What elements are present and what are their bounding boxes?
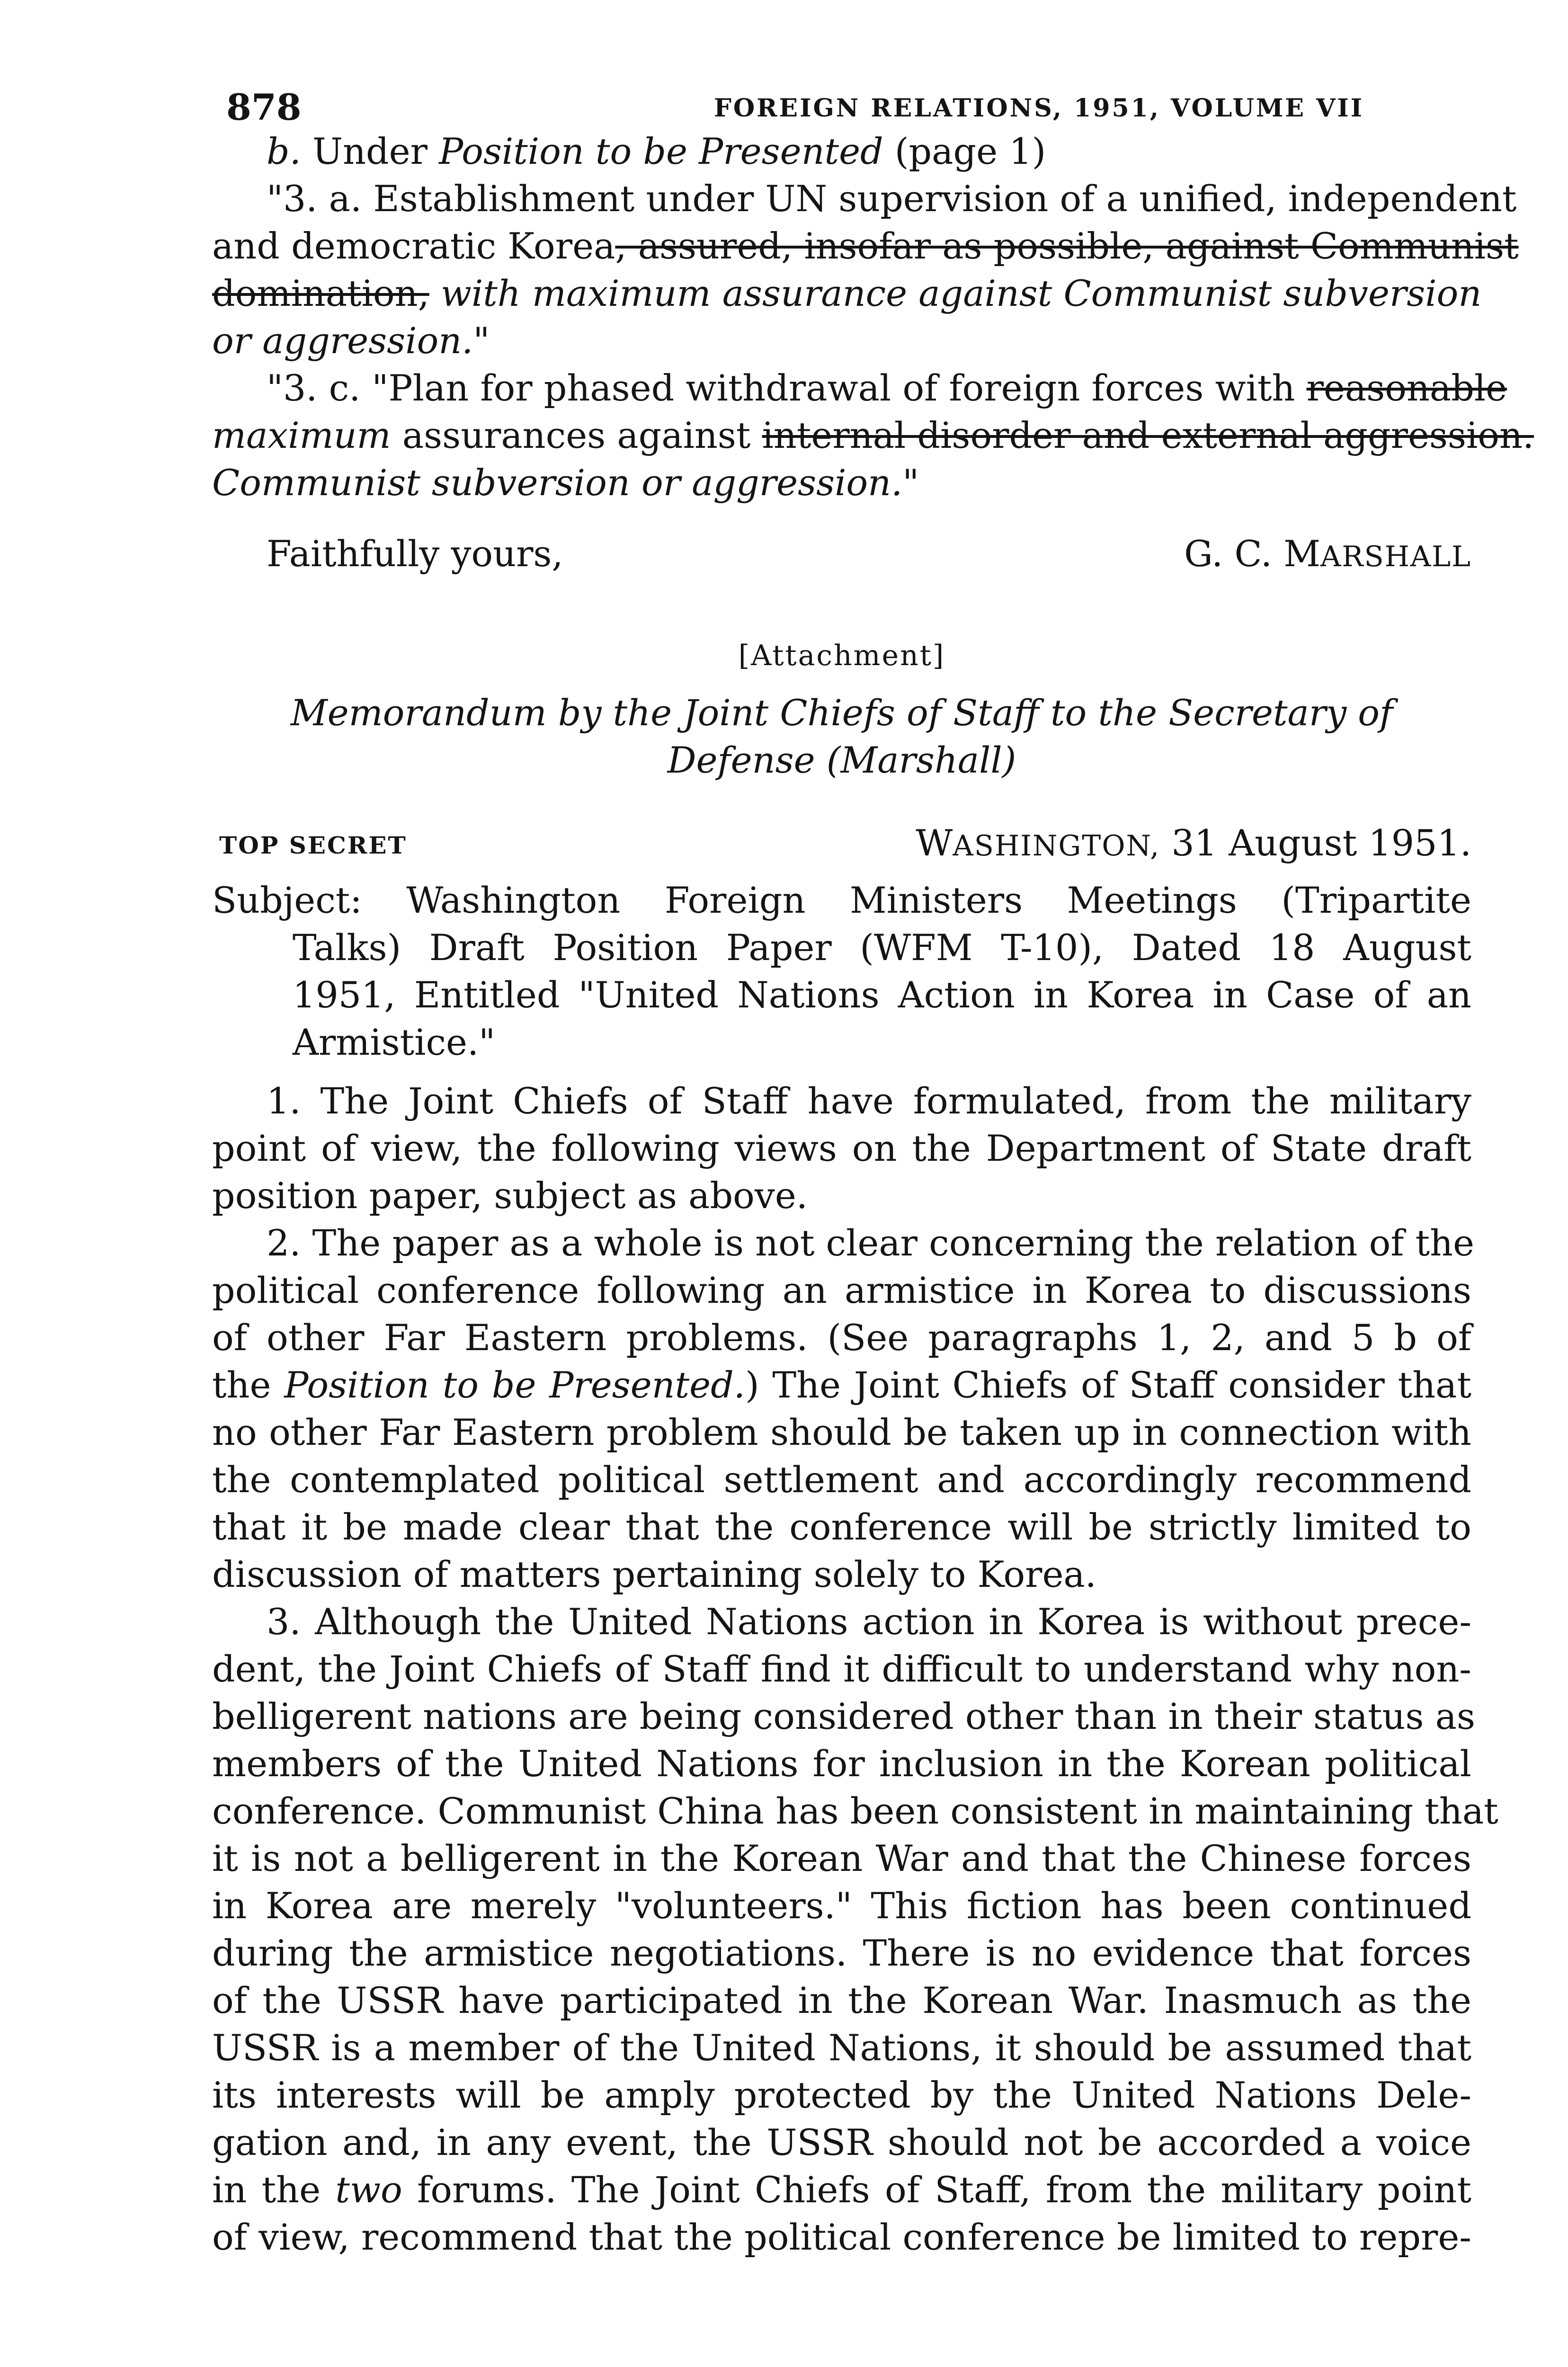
- classification-marking: TOP SECRET: [219, 831, 407, 859]
- signature: [1184, 530, 1471, 580]
- struck-text: , assured, insofar as possible, against Communist: [615, 225, 1519, 267]
- para-3c-plain: assurances against: [391, 414, 762, 456]
- paragraph-line: belligerent nations are being considered other than in their status as: [212, 1695, 1475, 1737]
- paragraph-line: no other Far Eastern problem should be taken up in connection with: [212, 1411, 1471, 1453]
- sub-b-text-a: Under: [301, 130, 439, 172]
- paragraph-text: the: [212, 1364, 285, 1406]
- paragraph-line: discussion of matters pertaining solely to Korea.: [212, 1553, 1096, 1595]
- struck-text: domination,: [212, 272, 429, 314]
- document-page: [212, 71, 1534, 2261]
- paragraph-text: ) The Joint Chiefs of Staff consider that: [745, 1364, 1471, 1406]
- paragraph-line: 3. Although the United Nations action in Korea is without prece-: [267, 1601, 1471, 1643]
- paragraph-line: members of the United Nations for inclusion in the Korean political: [212, 1743, 1471, 1785]
- dateline-initial: W: [916, 822, 953, 864]
- valediction: Faithfully yours,: [267, 533, 563, 575]
- paragraph-1: [212, 1077, 1471, 1219]
- paragraph-line: of the USSR have participated in the Korean War. Inasmuch as the: [212, 1979, 1471, 2021]
- sub-b-italic: Position to be Presented: [439, 130, 883, 172]
- sub-b-text-b: (page 1): [883, 130, 1046, 172]
- paragraph-text: forums. The Joint Chiefs of Staff, from the military point: [402, 2169, 1471, 2211]
- subject-line-2: Talks) Draft Position Paper (WFM T-10), Dated 18 August: [293, 926, 1471, 969]
- paragraph-line: dent, the Joint Chiefs of Staff find it difficult to understand why non-: [212, 1648, 1471, 1690]
- closing-row: [212, 530, 1471, 582]
- struck-text: internal disorder and external aggression.: [762, 414, 1534, 456]
- paragraph-line: it is not a belligerent in the Korean War and that the Chinese forces: [212, 1837, 1471, 1879]
- paragraph-line: its interests will be amply protected by the United Nations Dele-: [212, 2074, 1471, 2116]
- signature-smallcaps: ARSHALL: [1320, 540, 1471, 573]
- para-3a-line-4: [212, 317, 1471, 365]
- paragraph-3: [212, 1598, 1498, 2261]
- subject-block: [212, 877, 1471, 1066]
- inserted-text: Communist subversion or aggression.": [212, 462, 919, 504]
- subject-line-3: 1951, Entitled "United Nations Action in Korea in Case of an: [293, 974, 1471, 1016]
- classification-row: [212, 822, 1471, 874]
- para-3c-line-1: [212, 365, 1507, 412]
- paragraph-line: that it be made clear that the conference will be strictly limited to: [212, 1506, 1471, 1548]
- paragraph-line: 2. The paper as a whole is not clear concerning the relation of the: [267, 1222, 1475, 1264]
- paragraph-line: USSR is a member of the United Nations, it should be assumed that: [212, 2027, 1471, 2069]
- paragraph-italic: two: [335, 2169, 402, 2211]
- paragraph-line: [212, 2166, 1471, 2214]
- running-title: FOREIGN RELATIONS, 1951, VOLUME VII: [714, 94, 1364, 123]
- subject-line-4: Armistice.": [293, 1021, 496, 1063]
- paragraph-line: in Korea are merely "volunteers." This fiction has been continued: [212, 1885, 1471, 1927]
- para-3c-line-2: [212, 412, 1534, 459]
- dateline: [916, 822, 1471, 864]
- attachment-label: [Attachment]: [738, 639, 945, 672]
- amendments-block: [212, 128, 1534, 507]
- sub-b-line: [212, 128, 1471, 175]
- dateline-date: 31 August 1951.: [1160, 822, 1471, 864]
- para-3c-plain: "3. c. "Plan for phased withdrawal of foreign forces with: [267, 367, 1307, 409]
- paragraph-2: [212, 1219, 1475, 1598]
- inserted-text: maximum: [212, 414, 391, 456]
- signature-initials: G. C. M: [1184, 533, 1321, 575]
- paragraph-line: conference. Communist China has been consistent in maintaining that: [212, 1790, 1498, 1832]
- para-3a-plain: and democratic Korea: [212, 225, 615, 267]
- paragraph-line: of view, recommend that the political conference be limited to repre-: [212, 2216, 1471, 2258]
- page-number: 878: [226, 86, 302, 128]
- dateline-smallcaps: ASHINGTON,: [953, 829, 1160, 863]
- paragraph-line: political conference following an armistice in Korea to discussions: [212, 1269, 1471, 1311]
- paragraph-text: in the: [212, 2169, 336, 2211]
- memo-title-line-1: Memorandum by the Joint Chiefs of Staff to the Secretary of: [290, 692, 1393, 734]
- struck-text: reasonable: [1306, 367, 1507, 409]
- paragraph-italic: Position to be Presented.: [284, 1364, 745, 1406]
- paragraph-line: the contemplated political settlement and accordingly recommend: [212, 1459, 1471, 1501]
- inserted-text: or aggression.": [212, 320, 490, 362]
- inserted-text: with maximum assurance against Communist subversion: [429, 272, 1482, 314]
- sub-b-prefix: b.: [267, 130, 301, 172]
- memo-title: [212, 689, 1471, 784]
- paragraph-line: 1. The Joint Chiefs of Staff have formulated, from the military: [267, 1080, 1471, 1122]
- para-3a-line-3: [212, 270, 1482, 317]
- para-3a-line-1: "3. a. Establishment under UN supervision of a unified, independent: [267, 178, 1517, 220]
- subject-line-1: Subject: Washington Foreign Ministers Meetings (Tripartite: [212, 879, 1471, 921]
- paragraph-line: [212, 1361, 1471, 1409]
- para-3c-line-3: [212, 459, 1471, 507]
- paragraph-line: during the armistice negotiations. There is no evidence that forces: [212, 1932, 1471, 1974]
- memo-title-line-2: Defense (Marshall): [667, 739, 1016, 781]
- paragraph-line: of other Far Eastern problems. (See paragraphs 1, 2, and 5 b of: [212, 1317, 1471, 1359]
- paragraph-line: position paper, subject as above.: [212, 1175, 808, 1217]
- paragraph-line: gation and, in any event, the USSR should not be accorded a voice: [212, 2121, 1471, 2163]
- para-3a-line-2: [212, 222, 1519, 270]
- paragraph-line: point of view, the following views on the Department of State draft: [212, 1127, 1471, 1169]
- page-header: [212, 71, 1471, 128]
